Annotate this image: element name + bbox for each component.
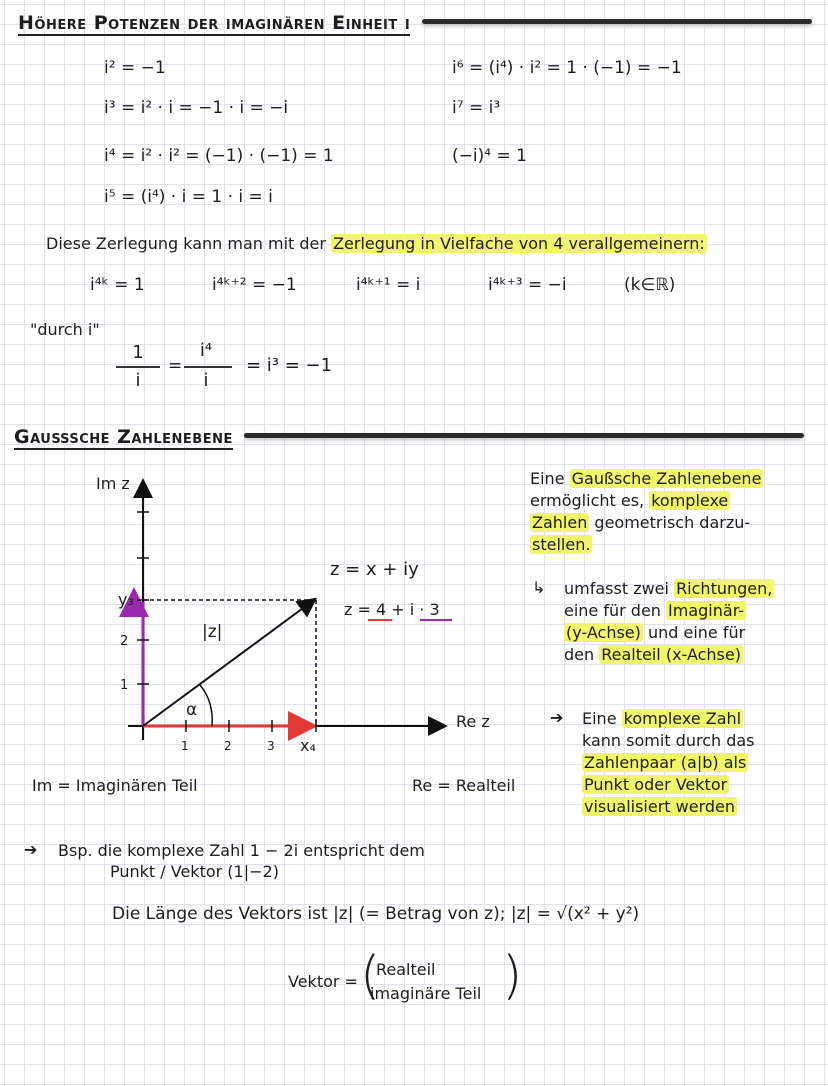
rule-4k: i⁴ᵏ = 1 (90, 275, 145, 295)
generalization-prefix: Diese Zerlegung kann man mit der (46, 234, 326, 253)
desc3-l2: kann somit durch das (582, 731, 755, 750)
z-formula: z = x + iy (330, 559, 419, 580)
y-tick-label-2: 2 (120, 634, 129, 649)
fraction2-denominator: i (203, 370, 209, 391)
description2 (564, 578, 774, 666)
desc1-l1a: Eine (530, 469, 570, 488)
left-paren: ( (360, 946, 381, 1006)
equation-i7: i⁷ = i³ (452, 98, 501, 118)
desc2-l2a: eine für den (564, 601, 667, 620)
durch-i-label: "durch i" (30, 320, 100, 339)
section2-title-rule (244, 433, 804, 438)
example-line2: Punkt / Vektor (1|−2) (110, 862, 279, 881)
desc2-l3b: und eine für (642, 623, 746, 642)
vektor-label: Vektor = (288, 972, 358, 991)
division-equals: = (168, 356, 183, 376)
section1-title-rule (422, 19, 812, 24)
desc1-l3a: Zahlen (532, 513, 588, 532)
vektor-top: Realteil (376, 960, 436, 979)
desc3-l5: visualisiert werden (584, 797, 736, 816)
z-example: z = 4 + i · 3 (344, 600, 440, 619)
generalization-highlight: Zerlegung in Vielfache von 4 verallgemeinern: (333, 234, 705, 253)
x-tick-label-1: 1 (181, 739, 189, 753)
description1 (530, 468, 763, 556)
length-line: Die Länge des Vektors ist |z| (= Betrag von z); |z| = √(x² + y²) (112, 904, 640, 924)
equation-minus-i4: (−i)⁴ = 1 (452, 146, 527, 166)
angle-arc (200, 685, 212, 726)
y-axis-label: Im z (96, 474, 130, 493)
example-arrow-icon: ➔ (24, 840, 38, 859)
fraction2-line (184, 366, 232, 368)
division-result: = i³ = −1 (246, 355, 333, 376)
example-line1: Bsp. die komplexe Zahl 1 − 2i entspricht dem (58, 841, 425, 860)
desc1-l4: stellen. (532, 535, 591, 554)
fraction1-line (116, 366, 160, 368)
desc1-l3b: geometrisch darzu- (589, 513, 751, 532)
generalization-sentence (46, 234, 707, 254)
description3 (582, 708, 755, 818)
desc3-l1b: komplexe Zahl (623, 709, 742, 728)
desc2-l1b: Richtungen, (676, 579, 773, 598)
rule-k-domain: (k∈ℝ) (624, 275, 676, 295)
y3-label: y₃ (118, 590, 134, 609)
re-caption: Re = Realteil (412, 776, 516, 795)
gauss-plane-diagram (0, 440, 520, 820)
equation-i5: i⁵ = (i⁴) · i = 1 · i = i (104, 187, 273, 207)
desc2-l4a: den (564, 645, 600, 664)
desc1-l1b: Gaußsche Zahlenebene (571, 469, 762, 488)
desc1-l2a: ermöglicht es, (530, 491, 650, 510)
im-caption: Im = Imaginären Teil (32, 776, 198, 795)
desc3-l3: Zahlenpaar (a|b) als (584, 753, 747, 772)
section1-title: Höhere Potenzen der imaginären Einheit i (18, 12, 411, 34)
fraction2-numerator: i⁴ (199, 340, 213, 361)
rule-4k-plus-2: i⁴ᵏ⁺² = −1 (212, 275, 297, 295)
hook-arrow-icon: ↳ (532, 578, 546, 597)
z-vector (143, 600, 314, 726)
x4-label: x₄ (300, 736, 316, 755)
desc3-l1a: Eine (582, 709, 622, 728)
arrow-right-icon: ➔ (550, 708, 564, 727)
desc1-l2b: komplexe (651, 491, 729, 510)
desc2-l2b: Imaginär- (668, 601, 745, 620)
rule-4k-plus-1: i⁴ᵏ⁺¹ = i (356, 275, 421, 295)
vektor-bottom: imaginäre Teil (370, 984, 482, 1003)
angle-label: α (186, 700, 198, 720)
x-tick-label-3: 3 (267, 739, 275, 753)
section2-title: Gaußsche Zahlenebene (14, 426, 233, 448)
desc2-l4b: Realteil (x-Achse) (601, 645, 741, 664)
desc2-l1a: umfasst zwei (564, 579, 675, 598)
fraction1-numerator: 1 (132, 342, 144, 363)
rule-4k-plus-3: i⁴ᵏ⁺³ = −i (488, 275, 567, 295)
equation-i3: i³ = i² · i = −1 · i = −i (104, 98, 289, 118)
modulus-label: |z| (202, 622, 223, 642)
equation-i2: i² = −1 (104, 58, 166, 78)
y-tick-label-1: 1 (120, 678, 129, 693)
desc3-l4: Punkt oder Vektor (584, 775, 728, 794)
x-axis-label: Re z (456, 712, 490, 731)
desc2-l3a: (y-Achse) (566, 623, 641, 642)
x-tick-label-2: 2 (224, 739, 232, 753)
fraction1-denominator: i (135, 370, 141, 391)
equation-i6: i⁶ = (i⁴) · i² = 1 · (−1) = −1 (452, 58, 682, 78)
right-paren: ) (502, 946, 523, 1006)
equation-i4: i⁴ = i² · i² = (−1) · (−1) = 1 (104, 146, 334, 166)
